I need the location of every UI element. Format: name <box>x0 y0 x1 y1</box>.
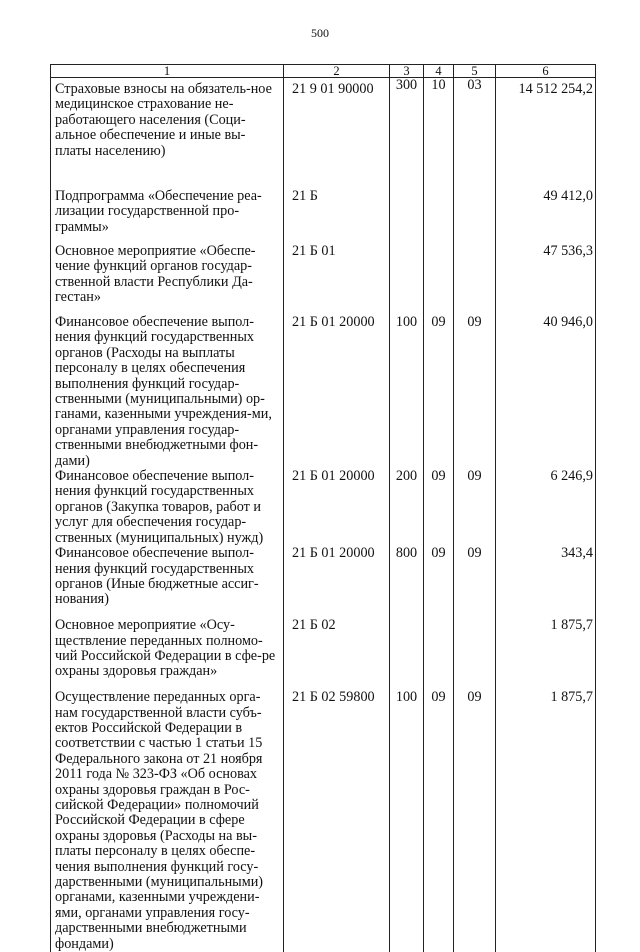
row-col5 <box>454 618 496 690</box>
row-name: Осуществление переданных орга-нам государственной власти субъ-ектов Российской Федерации в соответствии с частью 1 статьи 15 Федерального закона от 21 ноября 2011 года № 323-ФЗ «Об основах охраны здоровья граждан в Рос-сийской Федерации» полномочий Российской Федерации в сфере охраны здоровья (Расходы на вы-платы персоналу в целях обеспе-чения выполнения функций госу-дарственными (муниципальными) органами, казенными учреждени-ями, органами управления госу-дарственными внебюджетными фондами) <box>51 690 284 952</box>
row-amount: 6 246,9 <box>496 469 596 546</box>
row-name: Финансовое обеспечение выпол-нения функций государственных органов (Закупка товаров, работ и услуг для обеспечения государ-ственных (муниципальных) нужд) <box>51 469 284 546</box>
row-col5: 09 <box>454 690 496 952</box>
row-name: Страховые взносы на обязатель-ное медицинское страхование не-работающего населения (Соци-альное обеспечение и иные вы-платы населению) <box>51 78 284 190</box>
table-row <box>51 189 596 244</box>
row-amount: 1 875,7 <box>496 690 596 952</box>
row-name: Основное мероприятие «Осу-ществление переданных полномо-чий Российской Федерации в сфе-ре охраны здоровья граждан» <box>51 618 284 690</box>
row-code: 21 Б 01 20000 <box>284 315 390 469</box>
row-code: 21 Б 01 20000 <box>284 546 390 618</box>
row-amount: 343,4 <box>496 546 596 618</box>
row-col3: 200 <box>390 469 424 546</box>
row-col5: 03 <box>454 78 496 190</box>
table-row <box>51 315 596 469</box>
row-col4: 09 <box>424 690 454 952</box>
row-col5: 09 <box>454 315 496 469</box>
row-col3: 100 <box>390 315 424 469</box>
column-header: 1 <box>51 65 284 78</box>
row-col5 <box>454 244 496 315</box>
row-col3 <box>390 618 424 690</box>
column-header: 6 <box>496 65 596 78</box>
table-row <box>51 690 596 952</box>
row-col5 <box>454 189 496 244</box>
row-col5: 09 <box>454 546 496 618</box>
row-name: Основное мероприятие «Обеспе-чение функций органов государ-ственной власти Республики Да-гестан» <box>51 244 284 315</box>
budget-table <box>50 64 596 952</box>
column-header: 3 <box>390 65 424 78</box>
table-row <box>51 469 596 546</box>
row-code: 21 Б 02 59800 <box>284 690 390 952</box>
table-row <box>51 618 596 690</box>
row-name: Подпрограмма «Обеспечение реа-лизации государственной про-граммы» <box>51 189 284 244</box>
table-row <box>51 546 596 618</box>
row-col4 <box>424 244 454 315</box>
row-code: 21 9 01 90000 <box>284 78 390 190</box>
row-code: 21 Б 02 <box>284 618 390 690</box>
row-col3 <box>390 244 424 315</box>
row-col4: 09 <box>424 315 454 469</box>
row-name: Финансовое обеспечение выпол-нения функций государственных органов (Расходы на выплаты персоналу в целях обеспечения выполнения функций государ-ственными (муниципальными) ор-ганами, казенными учреждения-ми, органами управления государ-ственными внебюджетными фон-дами) <box>51 315 284 469</box>
table-row <box>51 78 596 190</box>
header-row <box>51 65 596 78</box>
row-amount: 40 946,0 <box>496 315 596 469</box>
row-col4: 09 <box>424 546 454 618</box>
row-col3 <box>390 189 424 244</box>
row-col5: 09 <box>454 469 496 546</box>
row-col3: 800 <box>390 546 424 618</box>
page-number: 500 <box>311 26 329 40</box>
table-row <box>51 244 596 315</box>
column-header: 2 <box>284 65 390 78</box>
row-col4 <box>424 189 454 244</box>
row-col4 <box>424 618 454 690</box>
row-code: 21 Б 01 <box>284 244 390 315</box>
row-code: 21 Б 01 20000 <box>284 469 390 546</box>
row-code: 21 Б <box>284 189 390 244</box>
row-amount: 47 536,3 <box>496 244 596 315</box>
row-name: Финансовое обеспечение выпол-нения функций государственных органов (Иные бюджетные ассиг-нования) <box>51 546 284 618</box>
column-header: 5 <box>454 65 496 78</box>
row-amount: 1 875,7 <box>496 618 596 690</box>
column-header: 4 <box>424 65 454 78</box>
row-col3: 300 <box>390 78 424 190</box>
row-col3: 100 <box>390 690 424 952</box>
row-col4: 09 <box>424 469 454 546</box>
row-amount: 14 512 254,2 <box>496 78 596 190</box>
row-col4: 10 <box>424 78 454 190</box>
row-amount: 49 412,0 <box>496 189 596 244</box>
